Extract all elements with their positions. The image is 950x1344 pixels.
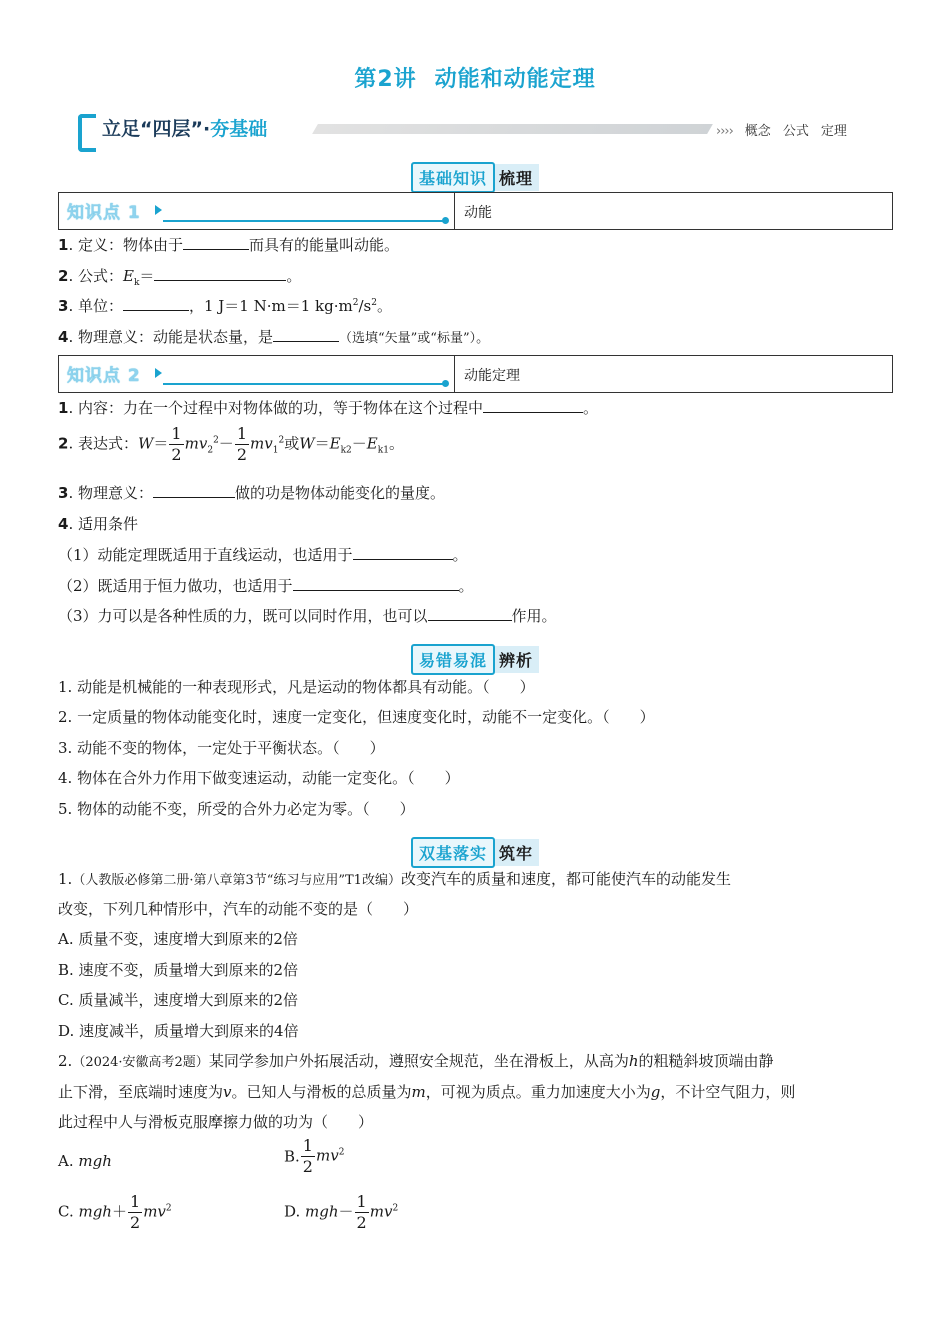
kp1-meaning: 4. 物理意义：动能是状态量，是 （选填“矢量”或“标量”）。 bbox=[58, 328, 490, 346]
section-header-boxed: 易错易混 bbox=[411, 644, 495, 675]
kp2-expression: 2. 表达式：W＝ $\frac{1}{2}$ $mv_2^2-$ $\frac{1}{2}$ $mv_1^2$或$W=E_{k2}-E_{k1}$。 bbox=[58, 424, 404, 464]
fraction-half: $\frac{1}{2}$ bbox=[171, 424, 182, 464]
question-1-option-b[interactable]: B. 速度不变，质量增大到原来的2倍 bbox=[58, 961, 299, 979]
knowledge-point-2-header bbox=[58, 355, 893, 393]
question-1-stem: 1.（人教版必修第二册·第八章第3节“练习与应用”T1改编）改变汽车的质量和速度，都可能使汽车的动能发生 bbox=[58, 870, 731, 888]
answer-blank[interactable] bbox=[483, 398, 583, 413]
banner-bar bbox=[312, 124, 713, 134]
question-2-option-c[interactable]: C. mgh＋ $\frac{1}{2}$ $mv^2$ bbox=[58, 1192, 172, 1232]
answer-blank[interactable] bbox=[183, 235, 249, 250]
banner-keywords bbox=[716, 120, 853, 139]
fraction-half: $\frac{1}{2}$ bbox=[302, 1136, 313, 1176]
kp2-meaning: 3. 物理意义： 做的功是物体动能变化的量度。 bbox=[58, 484, 445, 502]
section-header-boxed: 双基落实 bbox=[411, 837, 495, 868]
answer-blank[interactable] bbox=[123, 296, 189, 311]
judgment-item: 5. 物体的动能不变，所受的合外力必定为零。（ ） bbox=[58, 800, 415, 818]
judgment-item: 3. 动能不变的物体，一定处于平衡状态。（ ） bbox=[58, 739, 385, 757]
banner-tag-accent: 夯基础 bbox=[210, 118, 268, 140]
question-2-stem-end: 此过程中人与滑板克服摩擦力做的功为（ ） bbox=[58, 1113, 374, 1131]
page-title bbox=[0, 62, 950, 93]
section-header-basics bbox=[0, 162, 950, 188]
kp2-condition-3: （3）力可以是各种性质的力，既可以同时作用，也可以 作用。 bbox=[58, 607, 557, 625]
question-2-stem: 2.（2024·安徽高考2题）某同学参加户外拓展活动，遵照安全规范，坐在滑板上，从高为h的粗糙斜坡顶端由静 bbox=[58, 1052, 774, 1070]
judgment-item: 2. 一定质量的物体动能变化时，速度一定变化，但速度变化时，动能不一定变化。（ ） bbox=[58, 708, 655, 726]
question-2-stem-cont: 止下滑，至底端时速度为v。已知人与滑板的总质量为m，可视为质点。重力加速度大小为g，不计空气阻力，则 bbox=[58, 1083, 796, 1101]
lecture-number: 第2讲 bbox=[354, 67, 417, 92]
section-header-boxed: 基础知识 bbox=[411, 162, 495, 193]
knowledge-point-1-header bbox=[58, 192, 893, 230]
question-2-option-a[interactable]: A. mgh bbox=[58, 1152, 112, 1170]
judgment-item: 4. 物体在合外力作用下做变速运动，动能一定变化。（ ） bbox=[58, 769, 460, 787]
keyword-formula: 公式 bbox=[782, 124, 809, 139]
kp1-unit: 3. 单位： ，1 J＝1 N·m＝1 $kg\cdot m^2/s^2$。 bbox=[58, 297, 392, 315]
kp2-conditions: 4. 适用条件 bbox=[58, 515, 138, 533]
banner-tag-main: 立足“四层”· bbox=[102, 118, 211, 140]
answer-blank[interactable] bbox=[154, 266, 286, 281]
lecture-topic: 动能和动能定理 bbox=[434, 67, 596, 92]
section-header-mistakes bbox=[0, 644, 950, 670]
knowledge-point-name: 动能定理 bbox=[464, 368, 520, 384]
keyword-theorem: 定理 bbox=[820, 124, 847, 139]
keyword-concept: 概念 bbox=[744, 124, 771, 139]
question-1-option-c[interactable]: C. 质量减半，速度增大到原来的2倍 bbox=[58, 991, 299, 1009]
question-1-option-a[interactable]: A. 质量不变，速度增大到原来的2倍 bbox=[58, 930, 298, 948]
question-1-stem-cont: 改变，下列几种情形中，汽车的动能不变的是（ ） bbox=[58, 900, 419, 918]
section-header-plain: 筑牢 bbox=[495, 839, 539, 866]
triangle-icon bbox=[155, 205, 162, 215]
chevrons-icon: ›››› bbox=[716, 124, 733, 139]
answer-blank[interactable] bbox=[428, 606, 512, 621]
section-header-plain: 梳理 bbox=[495, 164, 539, 191]
answer-blank[interactable] bbox=[153, 483, 235, 498]
question-1-option-d[interactable]: D. 速度减半，质量增大到原来的4倍 bbox=[58, 1022, 299, 1040]
judgment-item: 1. 动能是机械能的一种表现形式，凡是运动的物体都具有动能。（ ） bbox=[58, 678, 535, 696]
triangle-icon bbox=[155, 368, 162, 378]
kp2-content: 1. 内容：力在一个过程中对物体做的功，等于物体在这个过程中 。 bbox=[58, 399, 599, 417]
knowledge-point-label: 知识点 1 bbox=[67, 203, 141, 223]
question-2-option-b[interactable]: B. $\frac{1}{2}$ $mv^2$ bbox=[284, 1136, 345, 1176]
knowledge-point-name: 动能 bbox=[464, 205, 492, 221]
fraction-half: $\frac{1}{2}$ bbox=[130, 1192, 141, 1232]
kp1-formula: 2. 公式：$E_k=$ 。 bbox=[58, 267, 302, 288]
kp2-condition-2: （2）既适用于恒力做功，也适用于 。 bbox=[58, 577, 474, 595]
section-header-practice bbox=[0, 837, 950, 863]
section-header-plain: 辨析 bbox=[495, 646, 539, 673]
answer-blank[interactable] bbox=[293, 576, 459, 591]
banner-tag bbox=[80, 112, 312, 146]
kp2-condition-1: （1）动能定理既适用于直线运动，也适用于 。 bbox=[58, 546, 468, 564]
fraction-half: $\frac{1}{2}$ bbox=[356, 1192, 367, 1232]
question-2-option-d[interactable]: D. mgh－ $\frac{1}{2}$ $mv^2$ bbox=[284, 1192, 399, 1232]
knowledge-point-label: 知识点 2 bbox=[67, 366, 141, 386]
bracket-icon bbox=[78, 114, 96, 152]
kp1-definition: 1. 定义：物体由于 而具有的能量叫动能。 bbox=[58, 236, 400, 254]
fraction-half: $\frac{1}{2}$ bbox=[236, 424, 247, 464]
answer-blank[interactable] bbox=[353, 545, 453, 560]
answer-blank[interactable] bbox=[273, 327, 339, 342]
